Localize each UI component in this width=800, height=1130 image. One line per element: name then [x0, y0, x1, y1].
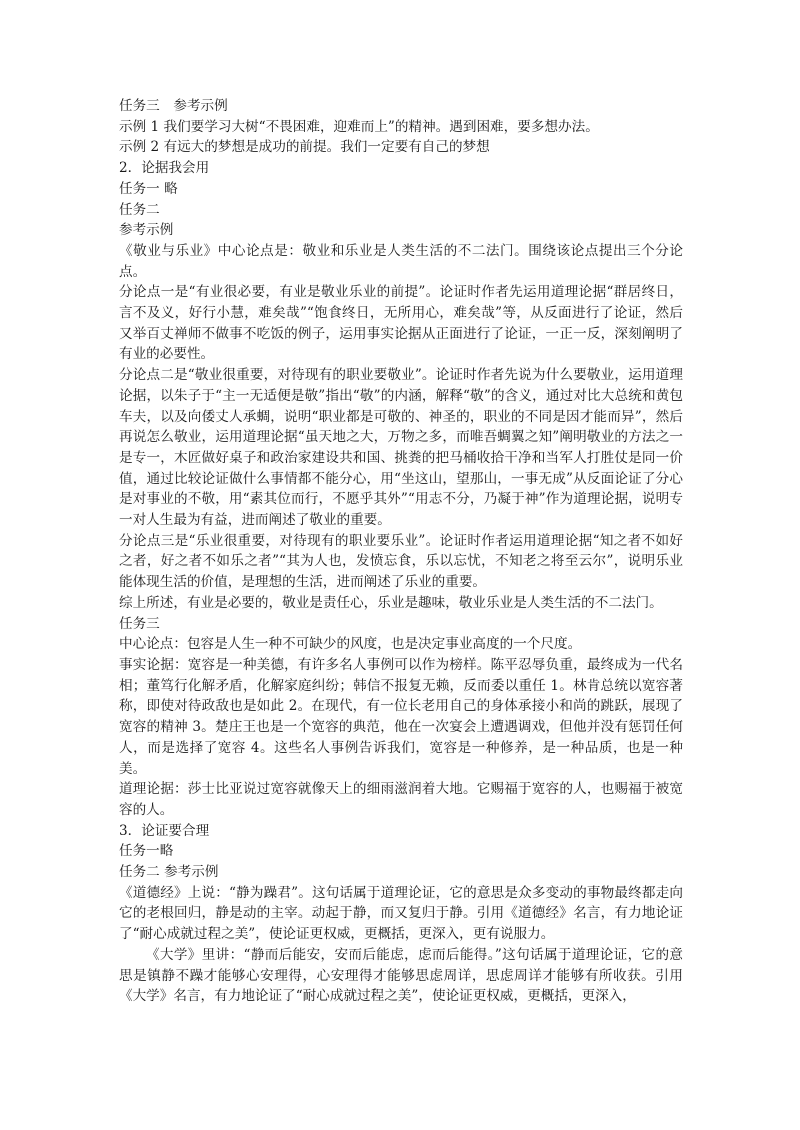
sub-thesis-three-paragraph: 分论点三是“乐业很重要，对待现有的职业要乐业”。论证时作者运用道理论据“知之者不如好之者，好之者不如乐之者”“其为人也，发愤忘食，乐以忘忧，不知老之将至云尔”，说明乐业能体现生活的价值，是理想的生活，进而阐述了乐业的重要。	[119, 532, 683, 591]
central-argument: 中心论点：包容是人生一种不可缺少的风度，也是决定事业高度的一个尺度。	[119, 636, 582, 653]
task-three-heading-2: 任务三	[119, 615, 160, 632]
section-2-heading: 2．论据我会用	[119, 160, 210, 177]
daodejing-paragraph: 《道德经》上说：“静为躁君”。这句话属于道理论证，它的意思是众多变动的事物最终都走向它的老根回归，静是动的主宰。动起于静，而又复归于静。引用《道德经》名言，有力地论证了“耐心成就过程之美”，使论证更权威，更概括，更深入，更有说服力。	[119, 884, 683, 943]
task-two-heading-2: 任务二 参考示例	[119, 864, 219, 881]
central-thesis-paragraph: 《敬业与乐业》中心论点是：敬业和乐业是人类生活的不二法门。围绕该论点提出三个分论点。	[119, 242, 683, 280]
daxue-paragraph: 《大学》里讲：“静而后能安，安而后能虑，虑而后能得。”这句话属于道理论证，它的意思是镇静不躁才能够心安理得，心安理得才能够思虑周详，思虑周详才能够有所收获。引用《大学》名言，有力地论证了“耐心成就过程之美”，使论证更权威，更概括，更深入，	[119, 946, 683, 1005]
summary-paragraph: 综上所述，有业是必要的，敬业是责任心，乐业是趣味，敬业乐业是人类生活的不二法门。	[119, 594, 663, 611]
example-2: 示例 2 有远大的梦想是成功的前提。我们一定要有自己的梦想	[119, 139, 490, 156]
reasoning-evidence-paragraph: 道理论据：莎士比亚说过宽容就像天上的细雨滋润着大地。它赐福于宽容的人，也赐福于被宽容的人。	[119, 781, 683, 818]
task-three-heading: 任务三 参考示例	[119, 98, 228, 114]
task-one-heading: 任务一 略	[119, 180, 178, 197]
task-two-heading: 任务二	[119, 201, 160, 218]
document-page	[119, 96, 683, 1007]
reference-example-label: 参考示例	[119, 222, 174, 239]
example-1: 示例 1 我们要学习大树“不畏困难，迎难而上”的精神。遇到困难，要多想办法。	[119, 118, 599, 135]
sub-thesis-two-paragraph: 分论点二是“敬业很重要，对待现有的职业要敬业”。论证时作者先说为什么要敬业，运用道理论据，以朱子于“主一无适便是敬”指出“敬”的内涵，解释“敬”的含义，通过对比大总统和黄包车夫，以及向倭丈人承蜩，说明“职业都是可敬的、神圣的，职业的不同是因才能而异”，然后再说怎么敬业，运用道理论据“虽天地之大，万物之多，而唯吾蜩翼之知”阐明敬业的方法之一是专一，木匠做好桌子和政治家建设共和国、挑粪的把马桶收拾干净和当军人打胜仗是同一价值，通过比较论证做什么事情都不能分心，用“坐这山，望那山，一事无成”从反面论证了分心是对事业的不敬，用“素其位而行，不愿乎其外”“用志不分，乃凝于神”作为道理论据，说明专一对人生最为有益，进而阐述了敬业的重要。	[119, 367, 683, 529]
section-3-heading: 3．论证要合理	[119, 822, 210, 839]
task-one-heading-2: 任务一略	[119, 843, 174, 860]
sub-thesis-one-paragraph: 分论点一是“有业很必要，有业是敬业乐业的前提”。论证时作者先运用道理论据“群居终日，言不及义，好行小慧，难矣哉”“饱食终日，无所用心，难矣哉”等，从反面进行了论证，然后又举百丈禅师不做事不吃饭的例子，运用事实论据从正面进行了论证，一正一反，深刻阐明了有业的必要性。	[119, 284, 683, 363]
factual-evidence-paragraph: 事实论据：宽容是一种美德，有许多名人事例可以作为榜样。陈平忍辱负重，最终成为一代名相；董笃行化解矛盾，化解家庭纠纷；韩信不报复无赖，反而委以重任 1。林肯总统以宽容著称，即使对待政敌也是如此 2。在现代，有一位长老用自己的身体承接小和尚的跳跃，展现了宽容的精神 3。楚庄王也是一个宽容的典范，他在一次宴会上遭遇调戏，但他并没有惩罚任何人，而是选择了宽容 4。这些名人事例告诉我们，宽容是一种修养，是一种品质，也是一种美。	[119, 656, 683, 777]
